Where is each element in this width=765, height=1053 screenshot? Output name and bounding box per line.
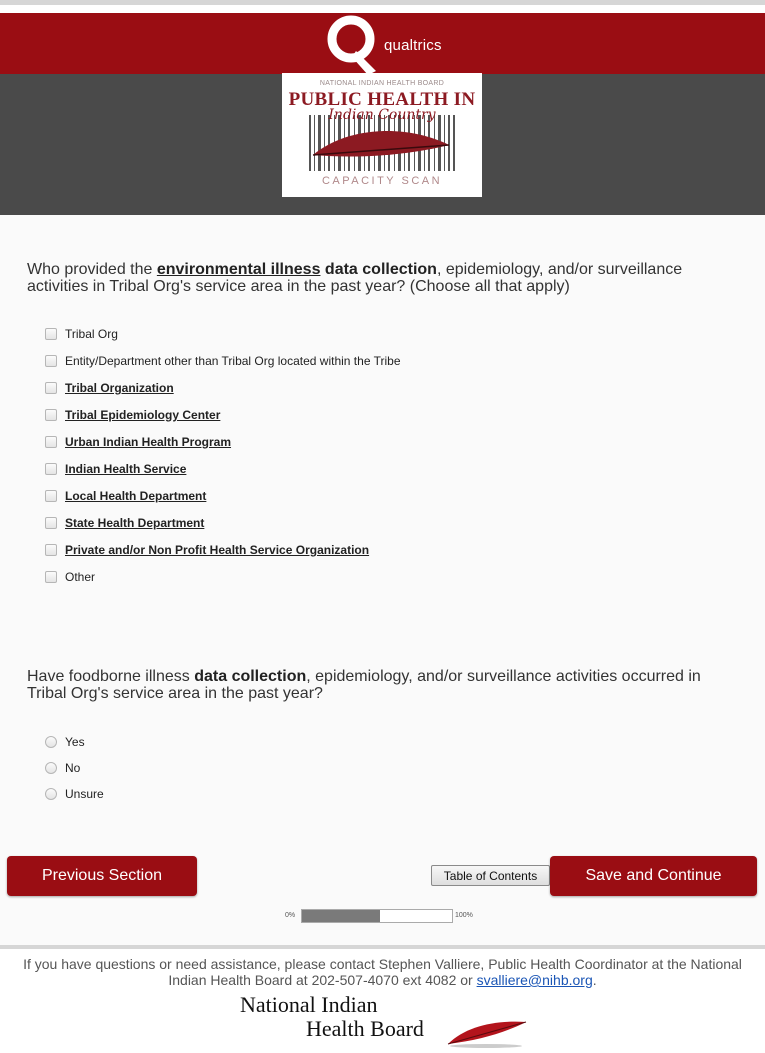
logo-subtitle: CAPACITY SCAN [321, 175, 443, 187]
q1-option-label[interactable]: Tribal Org [65, 327, 118, 341]
nihb-logo-line1: National Indian [240, 992, 378, 1017]
header-bar [0, 13, 765, 74]
progress-track [301, 909, 453, 923]
q2-option[interactable] [45, 785, 104, 803]
q2-option-radio[interactable] [45, 736, 57, 748]
q2-text-post: , epidemiology, and/or surveillance activities occurred in Tribal Org's service area in the past year? [27, 668, 701, 702]
q1-term-data-collection: data collection [324, 261, 437, 278]
logo-title: PUBLIC HEALTH IN [288, 89, 476, 110]
nihb-logo [238, 990, 538, 1050]
feather-icon [446, 1018, 528, 1048]
q1-option-label[interactable]: Indian Health Service [65, 462, 187, 476]
previous-section-button[interactable]: Previous Section [7, 856, 197, 896]
q2-option-radio[interactable] [45, 762, 57, 774]
q1-option-checkbox[interactable] [45, 490, 57, 502]
logo-org: NATIONAL INDIAN HEALTH BOARD [319, 80, 445, 87]
q1-option-checkbox[interactable] [45, 544, 57, 556]
progress-fill [302, 910, 380, 922]
q1-option-checkbox[interactable] [45, 517, 57, 529]
q1-option[interactable] [45, 379, 174, 397]
barcode-feather-icon [309, 115, 455, 171]
email-link[interactable]: svalliere@nihb.org [476, 972, 593, 988]
logo-script: Indian Country [328, 107, 436, 123]
q2-option-radio[interactable] [45, 788, 57, 800]
q2-text-pre: Have foodborne illness [27, 668, 195, 685]
q1-option-label[interactable]: State Health Department [65, 516, 205, 530]
footer-divider [0, 945, 765, 949]
q1-option-checkbox[interactable] [45, 409, 57, 421]
q1-option[interactable] [45, 433, 231, 451]
footer-text-post: . [592, 972, 597, 988]
q2-option-label[interactable]: Yes [65, 735, 85, 749]
q1-option-checkbox[interactable] [45, 355, 57, 367]
q1-option[interactable] [45, 325, 118, 343]
q2-option[interactable] [45, 759, 80, 777]
q1-option[interactable] [45, 352, 401, 370]
q1-option[interactable] [45, 514, 204, 532]
q1-option[interactable] [45, 541, 369, 559]
q1-text-post: , epidemiology, and/or surveillance activities in Tribal Org's service area in the past year? (Choose all that apply) [27, 261, 683, 295]
q2-option-label[interactable]: Unsure [65, 787, 104, 801]
progress-min-label: 0% [285, 912, 296, 919]
progress-max-label: 100% [455, 912, 473, 919]
q1-option-checkbox[interactable] [45, 571, 57, 583]
question-1-text [27, 261, 727, 295]
q1-option[interactable] [45, 568, 95, 586]
footer-contact [15, 956, 750, 988]
nihb-logo-line2: Health Board [306, 1016, 424, 1041]
top-divider [0, 0, 765, 5]
q1-option-label[interactable]: Local Health Department [65, 489, 207, 503]
qualtrics-q-icon [326, 15, 384, 77]
q1-option-checkbox[interactable] [45, 328, 57, 340]
save-and-continue-button[interactable]: Save and Continue [550, 856, 757, 896]
q1-option-checkbox[interactable] [45, 463, 57, 475]
footer-text-pre: If you have questions or need assistance, please contact Stephen Valliere, Public Health Coordinator at the National Indian Health Board at 202-507-4070 ext 4082 or [23, 956, 742, 988]
q1-option-label[interactable]: Entity/Department other than Tribal Org located within the Tribe [65, 354, 401, 368]
progress-bar [0, 908, 765, 924]
q1-option-label[interactable]: Urban Indian Health Program [65, 435, 232, 449]
question-2-text [27, 668, 727, 702]
q2-option-label[interactable]: No [65, 761, 81, 775]
q2-option[interactable] [45, 733, 85, 751]
q1-option-label[interactable]: Tribal Epidemiology Center [65, 408, 221, 422]
brand-name: qualtrics [384, 37, 442, 54]
q1-text-pre: Who provided the [27, 261, 157, 278]
q1-option[interactable] [45, 460, 186, 478]
q2-term-data-collection: data collection [194, 668, 307, 685]
table-of-contents-button[interactable]: Table of Contents [431, 865, 550, 886]
q1-option-label[interactable]: Other [65, 570, 96, 584]
q1-option-checkbox[interactable] [45, 436, 57, 448]
q1-option-checkbox[interactable] [45, 382, 57, 394]
survey-logo [282, 73, 482, 197]
q1-option-label[interactable]: Private and/or Non Profit Health Service Organization [65, 543, 370, 557]
survey-body [0, 215, 765, 945]
q1-option[interactable] [45, 406, 220, 424]
q1-option[interactable] [45, 487, 206, 505]
q1-term-environmental[interactable]: environmental illness [156, 261, 321, 278]
q1-option-label[interactable]: Tribal Organization [65, 381, 174, 395]
